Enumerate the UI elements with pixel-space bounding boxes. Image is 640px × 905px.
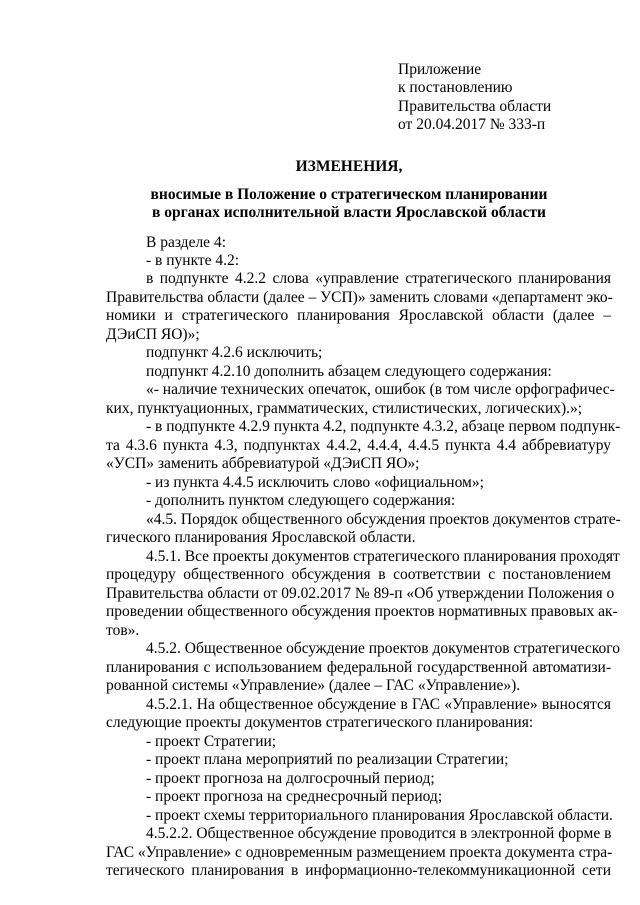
body-line: 4.5.2. Общественное обсуждение проектов документов стратегического [146,640,620,657]
body-line: «- наличие технических опечаток, ошибок (в том числе орфографичес- [146,381,615,398]
body-line: ГАС «Управление» с одновременным размещением проекта документа стра- [106,844,613,861]
body-line: - проект Стратегии; [146,733,277,750]
title-subheading: в органах исполнительной власти Ярославской области [152,204,546,221]
body-line: тегического планирования в информационно-телекоммуникационной сети [106,862,611,879]
body-line: Правительства области от 09.02.2017 № 89-п «Об утверждении Положения о [106,585,615,602]
body-line: подпункт 4.2.6 исключить; [146,344,323,361]
body-line: В разделе 4: [146,234,226,251]
annex-block [398,61,551,134]
body-line: в подпункте 4.2.2 слова «управление стратегического планирования [146,270,611,287]
body-line: 4.5.1. Все проекты документов стратегического планирования проходят [146,548,620,565]
body-line: та 4.3.6 пункта 4.3, подпунктах 4.4.2, 4.4.4, 4.4.5 пункта 4.4 аббревиатуру [106,437,611,454]
body-line: номики и стратегического планирования Ярославской области (далее – [106,307,611,324]
body-line: - из пункта 4.4.5 исключить слово «официальном»; [146,474,484,491]
body-line: «УСП» заменить аббревиатурой «ДЭиСП ЯО»; [106,455,420,472]
annex-line: Правительства области [398,97,552,115]
body-line: следующие проекты документов стратегического планирования: [106,714,534,731]
body-line: - проект плана мероприятий по реализации Стратегии; [146,751,509,768]
body-line: тов». [106,622,140,639]
body-line: планирования с использованием федеральной государственной автоматизи- [106,659,611,676]
title-heading: ИЗМЕНЕНИЯ, [295,158,403,175]
body-line: «4.5. Порядок общественного обсуждения проектов документов страте- [146,511,621,528]
body-line: - в пункте 4.2: [146,252,240,269]
body-line: - дополнить пунктом следующего содержания: [146,492,456,509]
body-line: 4.5.2.1. На общественное обсуждение в ГАС «Управление» выносятся [146,696,611,713]
body-line: гического планирования Ярославской области. [106,529,416,546]
body-line: проведении общественного обсуждения проектов нормативных правовых ак- [106,603,618,620]
title-subheading: вносимые в Положение о стратегическом планировании [150,186,548,203]
body-line: ДЭиСП ЯО)»; [106,326,200,343]
body-line: рованной системы «Управление» (далее – ГАС «Управление»). [106,677,521,694]
body-line: - проект прогноза на среднесрочный период; [146,788,443,805]
body-line: ких, пунктуационных, грамматических, стилистических, логических).»; [106,400,583,417]
body-line: Правительства области (далее – УСП)» заменить словами «департамент эко- [106,289,613,306]
body-line: процедуру общественного обсуждения в соответствии с постановлением [106,566,611,583]
body-line: - в подпункте 4.2.9 пункта 4.2, подпункте 4.3.2, абзаце первом подпунк- [146,418,621,435]
body-line: - проект схемы территориального планирования Ярославской области. [146,807,613,824]
annex-line: к постановлению [398,79,513,97]
body-line: подпункт 4.2.10 дополнить абзацем следующего содержания: [146,363,552,380]
annex-line: от 20.04.2017 № 333-п [398,115,546,133]
body-line: - проект прогноза на долгосрочный период; [146,770,435,787]
annex-line: Приложение [398,61,482,78]
body-line: 4.5.2.2. Общественное обсуждение проводится в электронной форме в [146,825,612,842]
